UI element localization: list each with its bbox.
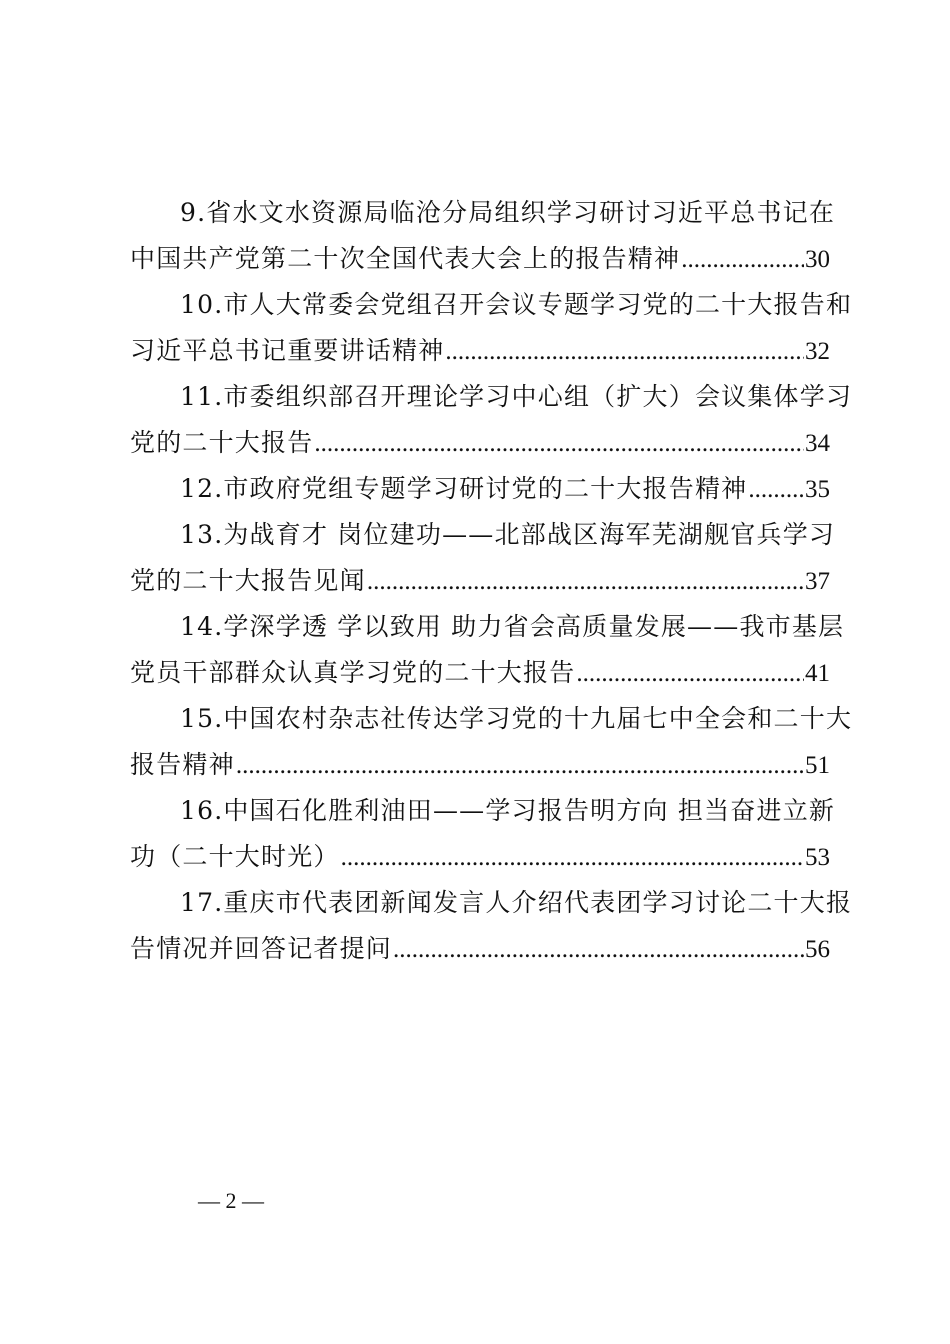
toc-entry-title: 11.市委组织部召开理论学习中心组（扩大）会议集体学习: [180, 382, 853, 411]
toc-entry-title-line: [130, 604, 845, 650]
toc-entry-leader-line: [130, 926, 830, 972]
toc-entry-title: 14.学深学透 学以致用 助力省会高质量发展——我市基层: [180, 612, 845, 641]
dot-leader: [314, 421, 804, 467]
page-number-footer: — 2 —: [198, 1188, 264, 1213]
toc-page-number: 53: [805, 844, 830, 871]
toc-entry-title-cont: 党的二十大报告见闻: [130, 566, 366, 595]
toc-entry-title: 13.为战育才 岗位建功——北部战区海军芜湖舰官兵学习: [180, 520, 836, 549]
dot-leader: [236, 743, 804, 789]
toc-entry-title: 12.市政府党组专题学习研讨党的二十大报告精神: [180, 474, 748, 503]
toc-entry-title-line: [130, 374, 853, 420]
toc-page-number: 41: [805, 660, 830, 687]
toc-page-number: 30: [805, 246, 830, 273]
toc-entry-10[interactable]: [130, 282, 853, 374]
toc-entry-11[interactable]: [130, 374, 853, 466]
dot-leader: [445, 329, 804, 375]
toc-entry-leader-line: [130, 236, 830, 282]
toc-page-number: 32: [805, 338, 830, 365]
toc-entry-title-line: [130, 512, 836, 558]
dot-leader: [393, 927, 804, 973]
toc-entry-title-cont: 告情况并回答记者提问: [130, 934, 393, 963]
toc-page-number: 34: [805, 430, 830, 457]
toc-entry-12[interactable]: [130, 466, 830, 512]
toc-entry-title-line: [130, 696, 853, 742]
toc-entry-9[interactable]: [130, 190, 836, 282]
table-of-contents: [130, 190, 853, 972]
toc-entry-title-line: [130, 282, 853, 328]
toc-page-number: 56: [805, 936, 830, 963]
toc-page-number: 37: [805, 568, 830, 595]
toc-entry-title: 10.市人大常委会党组召开会议专题学习党的二十大报告和: [180, 290, 853, 319]
toc-entry-leader-line: [130, 742, 830, 788]
dot-leader: [748, 467, 804, 513]
toc-entry-title-line: [130, 788, 836, 834]
toc-entry-title: 15.中国农村杂志社传达学习党的十九届七中全会和二十大: [180, 704, 853, 733]
toc-page-number: 51: [805, 752, 830, 779]
toc-entry-title-cont: 党的二十大报告: [130, 428, 314, 457]
toc-entry-title-cont: 功（二十大时光）: [130, 842, 340, 871]
toc-entry-15[interactable]: [130, 696, 853, 788]
toc-entry-16[interactable]: [130, 788, 836, 880]
toc-entry-13[interactable]: [130, 512, 836, 604]
dot-leader: [681, 237, 804, 283]
toc-entry-title-line: [130, 190, 836, 236]
toc-page-number: 35: [805, 476, 830, 503]
toc-entry-leader-line: [130, 834, 830, 880]
toc-entry-title-cont: 党员干部群众认真学习党的二十大报告: [130, 658, 576, 687]
toc-entry-leader-line: [130, 558, 830, 604]
toc-entry-title: 16.中国石化胜利油田——学习报告明方向 担当奋进立新: [180, 796, 836, 825]
toc-entry-title: 9.省水文水资源局临沧分局组织学习研讨习近平总书记在: [180, 198, 836, 227]
toc-entry-title-cont: 报告精神: [130, 750, 235, 779]
toc-entry-title: 17.重庆市代表团新闻发言人介绍代表团学习讨论二十大报: [180, 888, 853, 917]
toc-entry-title-cont: 中国共产党第二十次全国代表大会上的报告精神: [130, 244, 681, 273]
toc-entry-leader-line: [130, 328, 830, 374]
toc-entry-title-cont: 习近平总书记重要讲话精神: [130, 336, 445, 365]
dot-leader: [576, 651, 804, 697]
toc-entry-leader-line: [130, 650, 830, 696]
toc-entry-leader-line: [130, 420, 830, 466]
dot-leader: [341, 835, 804, 881]
toc-entry-17[interactable]: [130, 880, 853, 972]
toc-entry-leader-line: [130, 466, 830, 512]
toc-entry-14[interactable]: [130, 604, 845, 696]
toc-entry-title-line: [130, 880, 853, 926]
dot-leader: [367, 559, 804, 605]
